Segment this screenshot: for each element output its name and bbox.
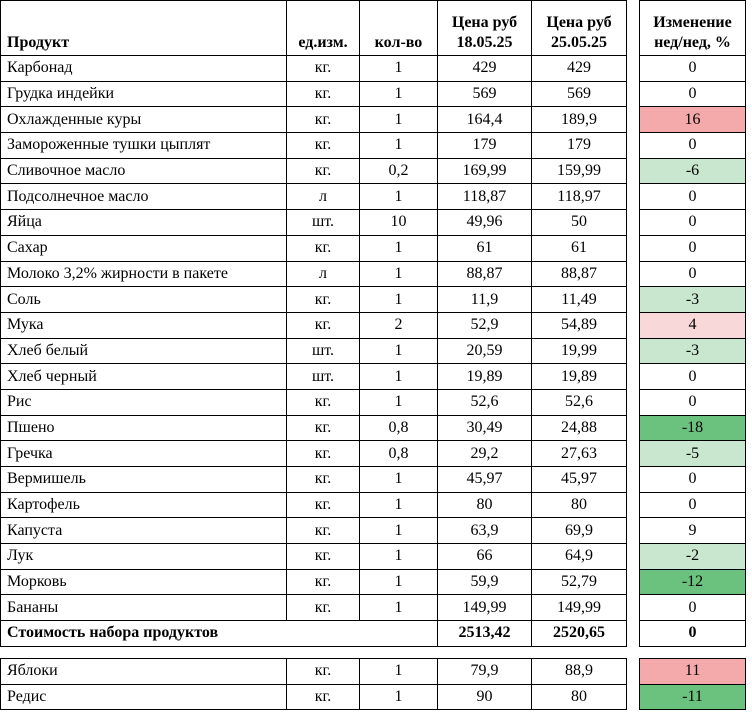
table-row [1, 287, 746, 313]
unit-cell: кг. [287, 684, 360, 710]
price-week2-cell: 52,6 [532, 389, 627, 415]
qty-cell: 1 [360, 595, 438, 621]
product-name: Карбонад [1, 56, 287, 82]
product-name: Яблоки [1, 658, 287, 684]
header-price-week2-date: 25.05.25 [551, 34, 607, 51]
price-week2-cell: 64,9 [532, 544, 627, 570]
qty-cell: 1 [360, 107, 438, 133]
unit-cell: кг. [287, 287, 360, 313]
table-row [1, 56, 746, 82]
column-gap [627, 81, 640, 107]
column-gap [627, 158, 640, 184]
price-week1-cell: 88,87 [438, 261, 532, 287]
table-row [1, 389, 746, 415]
price-week1-cell: 66 [438, 544, 532, 570]
unit-cell: кг. [287, 158, 360, 184]
header-qty: кол-во [360, 1, 438, 56]
header-change [640, 1, 746, 56]
product-name: Капуста [1, 518, 287, 544]
change-cell: -12 [640, 569, 746, 595]
column-gap [627, 287, 640, 313]
qty-cell: 1 [360, 364, 438, 390]
column-gap [627, 210, 640, 236]
qty-cell: 1 [360, 261, 438, 287]
product-name: Вермишель [1, 467, 287, 493]
table-row [1, 184, 746, 210]
unit-cell: кг. [287, 133, 360, 159]
unit-cell: кг. [287, 415, 360, 441]
total-label: Стоимость набора продуктов [1, 621, 438, 647]
price-week2-cell: 118,97 [532, 184, 627, 210]
price-week2-cell: 19,99 [532, 338, 627, 364]
table-row [1, 338, 746, 364]
unit-cell: кг. [287, 389, 360, 415]
change-cell: -3 [640, 338, 746, 364]
product-name: Сахар [1, 235, 287, 261]
price-week1-cell: 118,87 [438, 184, 532, 210]
table-row [1, 81, 746, 107]
change-cell: 0 [640, 81, 746, 107]
total-price-week1: 2513,42 [438, 621, 532, 647]
price-week2-cell: 88,87 [532, 261, 627, 287]
unit-cell: кг. [287, 467, 360, 493]
price-week2-cell: 80 [532, 684, 627, 710]
price-week2-cell: 429 [532, 56, 627, 82]
price-week2-cell: 45,97 [532, 467, 627, 493]
price-week1-cell: 45,97 [438, 467, 532, 493]
price-week2-cell: 179 [532, 133, 627, 159]
table-row [1, 492, 746, 518]
unit-cell: кг. [287, 81, 360, 107]
unit-cell: шт. [287, 210, 360, 236]
price-week2-cell: 569 [532, 81, 627, 107]
header-price-week1-date: 18.05.25 [456, 34, 513, 51]
price-week2-cell: 69,9 [532, 518, 627, 544]
header-change-line2: нед/нед, % [654, 34, 731, 51]
product-name: Морковь [1, 569, 287, 595]
price-week1-cell: 149,99 [438, 595, 532, 621]
price-week2-cell: 61 [532, 235, 627, 261]
column-gap [627, 235, 640, 261]
table-row [1, 658, 746, 684]
qty-cell: 1 [360, 235, 438, 261]
table-row [1, 107, 746, 133]
price-week2-cell: 54,89 [532, 312, 627, 338]
price-week2-cell: 24,88 [532, 415, 627, 441]
column-gap [627, 415, 640, 441]
price-week1-cell: 79,9 [438, 658, 532, 684]
table-row [1, 210, 746, 236]
price-week1-cell: 569 [438, 81, 532, 107]
price-week1-cell: 164,4 [438, 107, 532, 133]
price-week2-cell: 88,9 [532, 658, 627, 684]
price-week1-cell: 80 [438, 492, 532, 518]
qty-cell: 0,2 [360, 158, 438, 184]
spacer-cell [1, 646, 746, 658]
price-week1-cell: 19,89 [438, 364, 532, 390]
table-row [1, 518, 746, 544]
price-week2-cell: 159,99 [532, 158, 627, 184]
column-gap [627, 595, 640, 621]
change-cell: 11 [640, 658, 746, 684]
qty-cell: 1 [360, 544, 438, 570]
product-name: Лук [1, 544, 287, 570]
column-gap [627, 338, 640, 364]
table-row [1, 158, 746, 184]
change-cell: 0 [640, 235, 746, 261]
product-name: Сливочное масло [1, 158, 287, 184]
price-week2-cell: 149,99 [532, 595, 627, 621]
product-name: Подсолнечное масло [1, 184, 287, 210]
qty-cell: 1 [360, 467, 438, 493]
unit-cell: л [287, 184, 360, 210]
unit-cell: кг. [287, 492, 360, 518]
column-gap [627, 184, 640, 210]
product-name: Рис [1, 389, 287, 415]
change-cell: -11 [640, 684, 746, 710]
qty-cell: 1 [360, 81, 438, 107]
change-cell: 0 [640, 184, 746, 210]
table-row [1, 467, 746, 493]
price-week1-cell: 63,9 [438, 518, 532, 544]
table-row [1, 684, 746, 710]
unit-cell: шт. [287, 364, 360, 390]
qty-cell: 1 [360, 518, 438, 544]
qty-cell: 1 [360, 133, 438, 159]
price-week2-cell: 189,9 [532, 107, 627, 133]
header-row [1, 1, 746, 56]
change-cell: 0 [640, 467, 746, 493]
product-name: Замороженные тушки цыплят [1, 133, 287, 159]
qty-cell: 1 [360, 184, 438, 210]
price-week1-cell: 49,96 [438, 210, 532, 236]
table-row [1, 133, 746, 159]
unit-cell: кг. [287, 441, 360, 467]
change-cell: -5 [640, 441, 746, 467]
product-name: Бананы [1, 595, 287, 621]
table-row [1, 312, 746, 338]
header-price-week1 [438, 1, 532, 56]
header-product: Продукт [1, 1, 287, 56]
change-cell: 0 [640, 261, 746, 287]
column-gap [627, 389, 640, 415]
price-week1-cell: 59,9 [438, 569, 532, 595]
column-gap [627, 569, 640, 595]
change-cell: 0 [640, 389, 746, 415]
qty-cell: 1 [360, 569, 438, 595]
table-row [1, 261, 746, 287]
column-gap [627, 658, 640, 684]
price-week1-cell: 30,49 [438, 415, 532, 441]
qty-cell: 1 [360, 389, 438, 415]
column-gap [627, 621, 640, 647]
qty-cell: 1 [360, 658, 438, 684]
product-name: Охлажденные куры [1, 107, 287, 133]
change-cell: -18 [640, 415, 746, 441]
price-week2-cell: 80 [532, 492, 627, 518]
total-change: 0 [640, 621, 746, 647]
change-cell: 16 [640, 107, 746, 133]
product-name: Хлеб белый [1, 338, 287, 364]
qty-cell: 0,8 [360, 415, 438, 441]
total-price-week2: 2520,65 [532, 621, 627, 647]
header-change-line1: Изменение [653, 14, 732, 31]
table-row [1, 544, 746, 570]
product-name: Хлеб черный [1, 364, 287, 390]
product-name: Редис [1, 684, 287, 710]
table-row [1, 415, 746, 441]
header-unit: ед.изм. [287, 1, 360, 56]
column-gap [627, 492, 640, 518]
qty-cell: 1 [360, 338, 438, 364]
qty-cell: 1 [360, 56, 438, 82]
price-week1-cell: 61 [438, 235, 532, 261]
price-week2-cell: 52,79 [532, 569, 627, 595]
qty-cell: 1 [360, 492, 438, 518]
unit-cell: л [287, 261, 360, 287]
change-cell: -3 [640, 287, 746, 313]
change-cell: 0 [640, 56, 746, 82]
product-name: Мука [1, 312, 287, 338]
column-gap [627, 261, 640, 287]
header-price-week2-title: Цена руб [546, 14, 612, 31]
product-name: Пшено [1, 415, 287, 441]
price-week1-cell: 11,9 [438, 287, 532, 313]
price-week1-cell: 20,59 [438, 338, 532, 364]
price-week1-cell: 52,6 [438, 389, 532, 415]
change-cell: 4 [640, 312, 746, 338]
column-gap [627, 364, 640, 390]
unit-cell: кг. [287, 544, 360, 570]
change-cell: 9 [640, 518, 746, 544]
qty-cell: 0,8 [360, 441, 438, 467]
price-week1-cell: 29,2 [438, 441, 532, 467]
product-name: Грудка индейки [1, 81, 287, 107]
unit-cell: кг. [287, 595, 360, 621]
column-gap [627, 133, 640, 159]
change-cell: -2 [640, 544, 746, 570]
price-week1-cell: 169,99 [438, 158, 532, 184]
change-cell: 0 [640, 595, 746, 621]
header-price-week2 [532, 1, 627, 56]
change-cell: 0 [640, 364, 746, 390]
total-row [1, 621, 746, 647]
price-week2-cell: 11,49 [532, 287, 627, 313]
unit-cell: кг. [287, 107, 360, 133]
price-week2-cell: 19,89 [532, 364, 627, 390]
product-name: Молоко 3,2% жирности в пакете [1, 261, 287, 287]
unit-cell: кг. [287, 312, 360, 338]
price-week1-cell: 52,9 [438, 312, 532, 338]
table-row [1, 569, 746, 595]
unit-cell: кг. [287, 235, 360, 261]
column-gap [627, 1, 640, 56]
table-row [1, 441, 746, 467]
unit-cell: кг. [287, 658, 360, 684]
header-price-week1-title: Цена руб [451, 14, 518, 31]
table-row [1, 235, 746, 261]
product-name: Яйца [1, 210, 287, 236]
section-spacer [1, 646, 746, 658]
qty-cell: 2 [360, 312, 438, 338]
column-gap [627, 684, 640, 710]
column-gap [627, 467, 640, 493]
unit-cell: кг. [287, 569, 360, 595]
table-row [1, 364, 746, 390]
change-cell: -6 [640, 158, 746, 184]
unit-cell: кг. [287, 518, 360, 544]
price-week1-cell: 429 [438, 56, 532, 82]
column-gap [627, 518, 640, 544]
product-name: Соль [1, 287, 287, 313]
qty-cell: 1 [360, 684, 438, 710]
change-cell: 0 [640, 210, 746, 236]
change-cell: 0 [640, 492, 746, 518]
price-week1-cell: 90 [438, 684, 532, 710]
column-gap [627, 544, 640, 570]
unit-cell: кг. [287, 56, 360, 82]
change-cell: 0 [640, 133, 746, 159]
column-gap [627, 107, 640, 133]
product-name: Гречка [1, 441, 287, 467]
table-row [1, 595, 746, 621]
price-week2-cell: 50 [532, 210, 627, 236]
price-week2-cell: 27,63 [532, 441, 627, 467]
column-gap [627, 312, 640, 338]
qty-cell: 1 [360, 287, 438, 313]
column-gap [627, 441, 640, 467]
unit-cell: шт. [287, 338, 360, 364]
price-week1-cell: 179 [438, 133, 532, 159]
qty-cell: 10 [360, 210, 438, 236]
product-name: Картофель [1, 492, 287, 518]
column-gap [627, 56, 640, 82]
